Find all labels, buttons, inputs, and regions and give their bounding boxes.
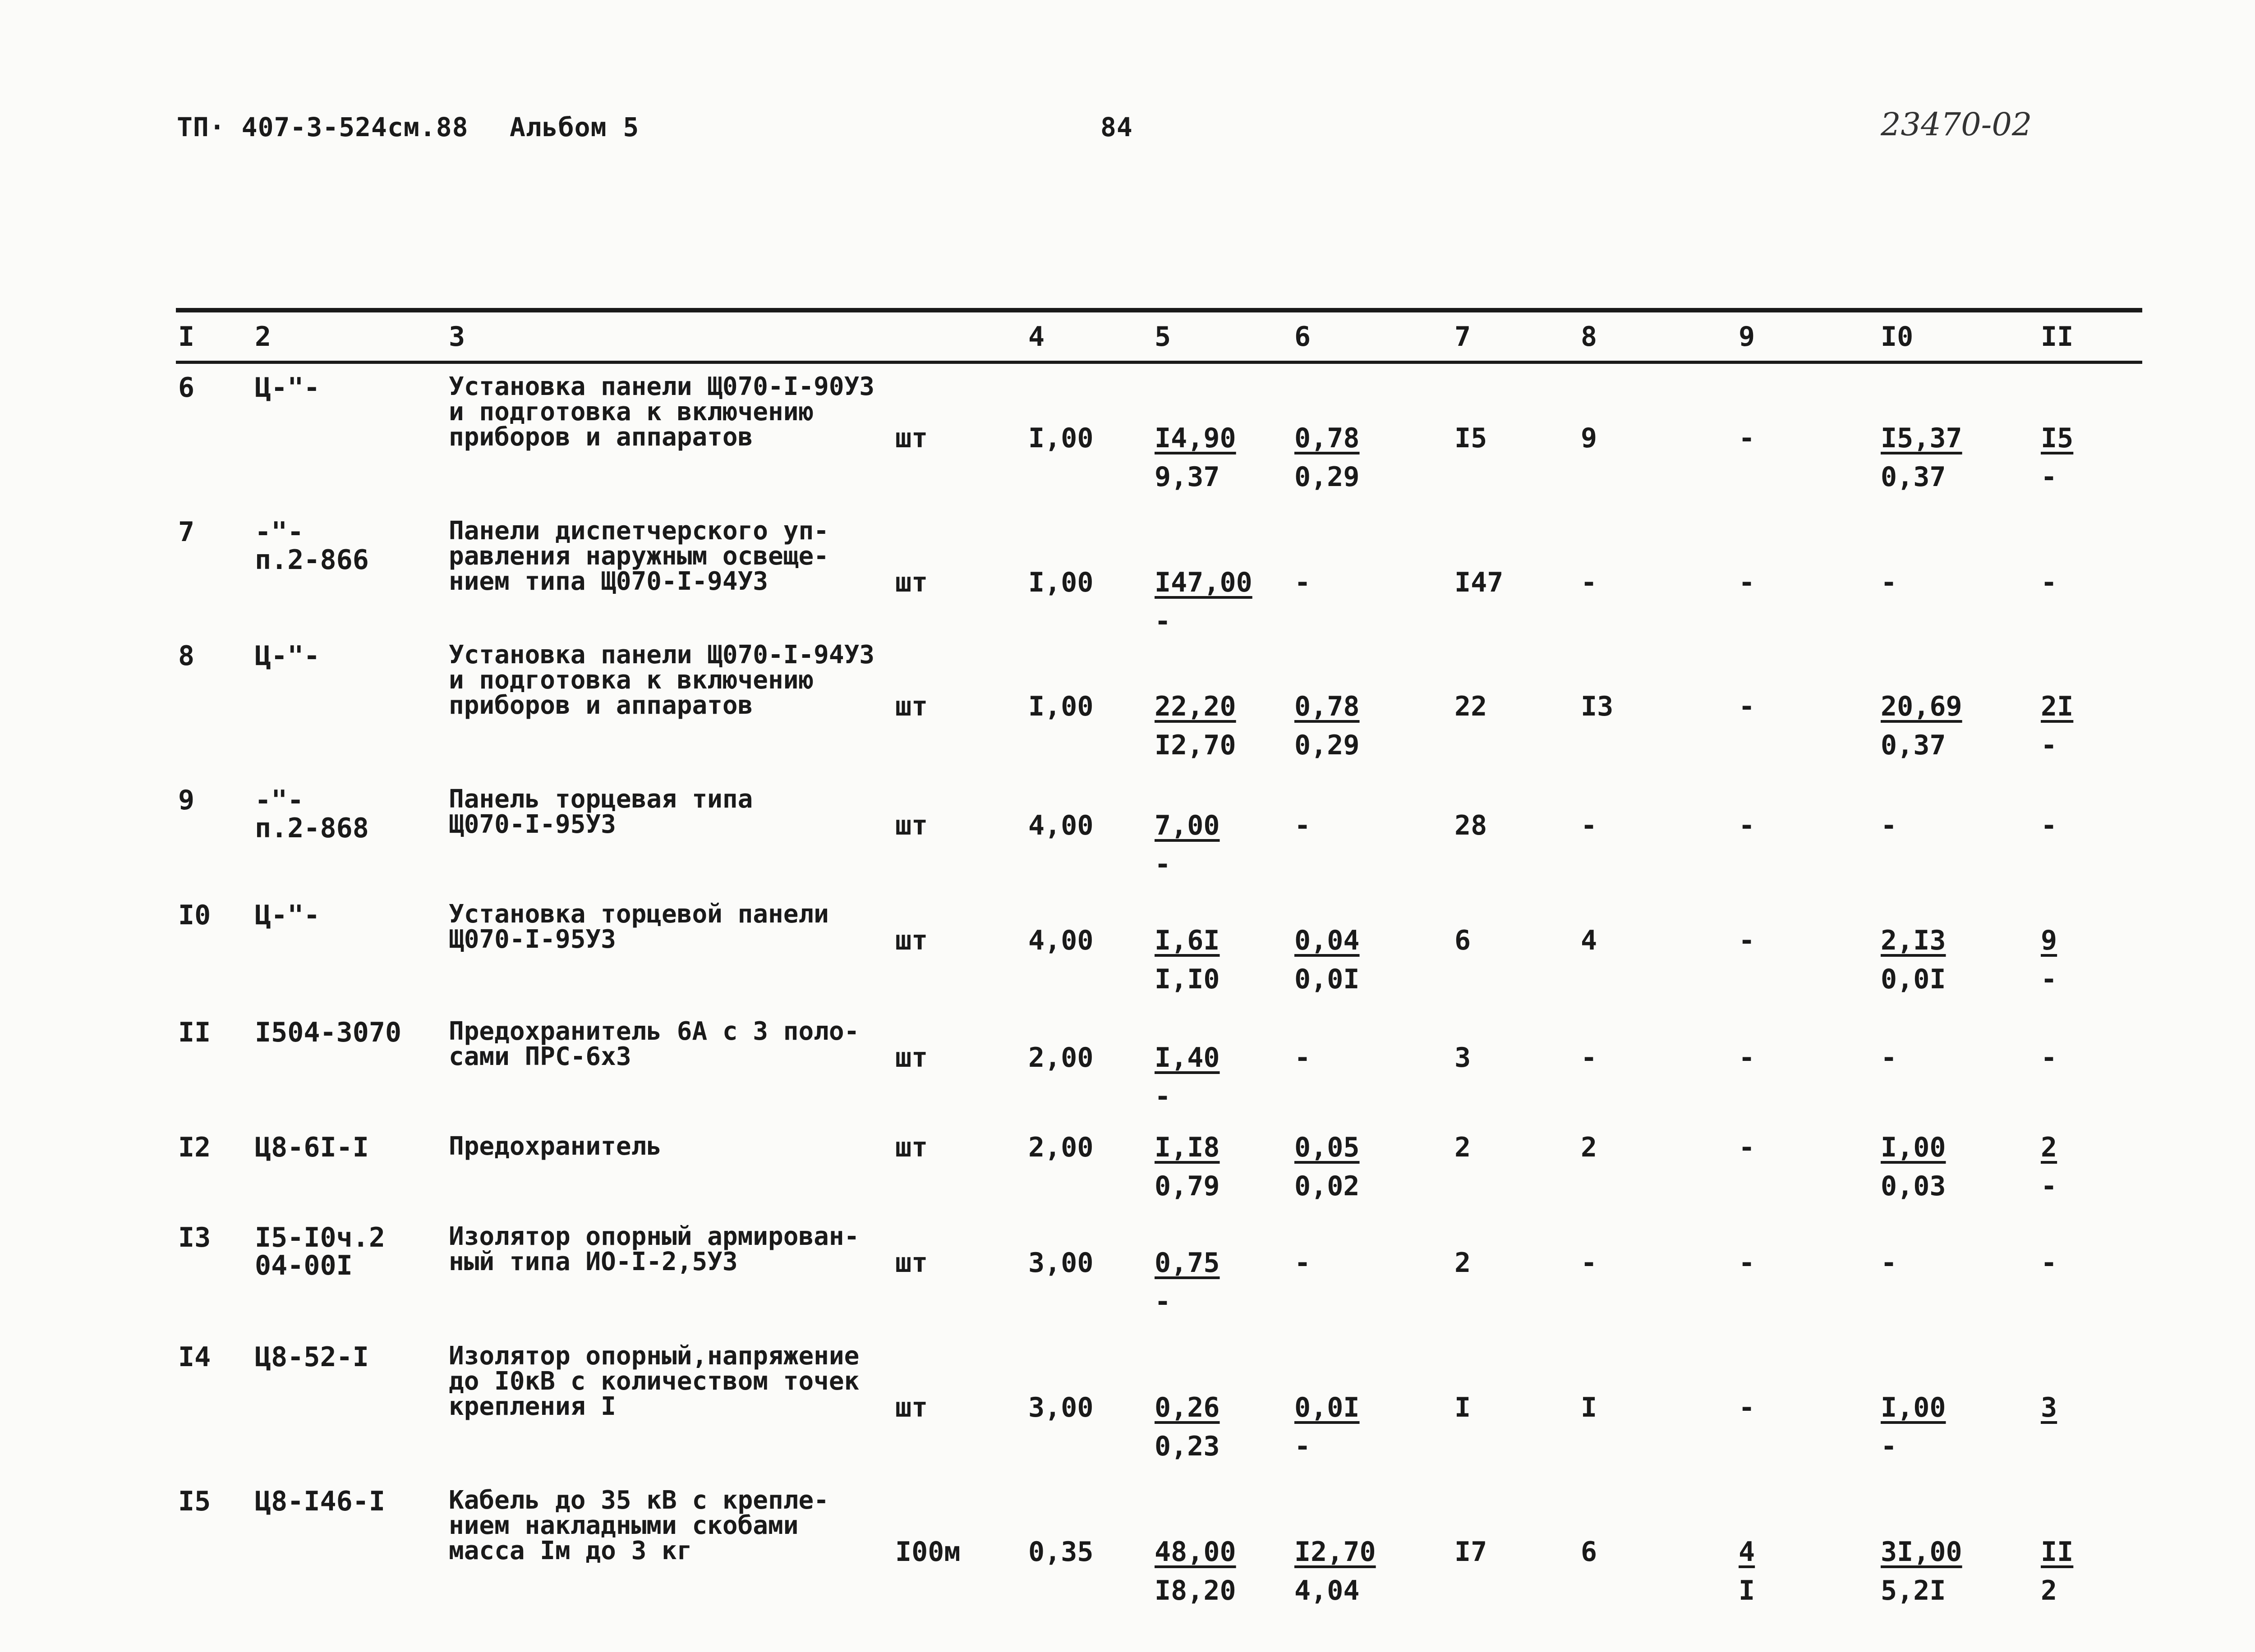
c5-value: 0,26 [1155,1392,1220,1423]
c7-value: I7 [1454,1536,1487,1568]
c6-subvalue: 0,0I [1294,964,1360,995]
price-code: 04-00I [255,1250,353,1281]
unit: шт [895,810,928,841]
price-code: Ц8-6I-I [255,1132,369,1163]
column-number: I0 [1881,321,1914,353]
quantity: I,00 [1028,422,1094,454]
c5-subvalue: 0,79 [1155,1170,1220,1202]
c6-subvalue: 4,04 [1294,1575,1360,1606]
c8-value: I3 [1581,691,1614,722]
c6-value: 0,78 [1294,422,1360,454]
price-code: Ц-"- [255,899,320,931]
row-number: I3 [178,1222,211,1253]
column-number: I [178,321,195,353]
c5-subvalue: - [1155,1081,1171,1112]
c10-value: - [1881,567,1897,598]
c6-value: 0,04 [1294,925,1360,956]
c9-value: - [1739,1247,1755,1279]
c5-value: I,6I [1155,925,1220,956]
c9-value: - [1739,422,1755,454]
c7-value: 28 [1454,810,1487,841]
c5-value: 0,75 [1155,1247,1220,1279]
c8-value: - [1581,1247,1597,1279]
c11-subvalue: - [2041,1170,2057,1202]
column-number: 2 [255,321,272,353]
c5-value: I4,90 [1155,422,1236,454]
c11-subvalue: - [2041,461,2057,493]
c11-value: 2I [2041,691,2074,722]
c11-value: I5 [2041,422,2074,454]
c10-value: 20,69 [1881,691,1962,722]
table-header-rule [176,361,2142,364]
work-description: Щ070-I-95УЗ [449,810,616,839]
c5-subvalue: 9,37 [1155,461,1220,493]
column-number: II [2041,321,2074,353]
c5-subvalue: 0,23 [1155,1431,1220,1462]
c8-value: I [1581,1392,1597,1423]
c7-value: I5 [1454,422,1487,454]
table-top-rule [176,308,2142,312]
work-description: приборов и аппаратов [449,422,753,452]
work-description: Кабель до 35 кВ с крепле- [449,1486,829,1515]
c10-value: - [1881,1042,1897,1074]
c9-value: 4 [1739,1536,1755,1568]
c7-value: 2 [1454,1247,1471,1279]
c6-value: - [1294,810,1311,841]
column-number: 5 [1155,321,1171,353]
quantity: 4,00 [1028,810,1094,841]
c11-value: 2 [2041,1132,2057,1163]
unit: I00м [895,1536,961,1568]
work-description: крепления I [449,1392,616,1421]
c10-value: 2,I3 [1881,925,1946,956]
page-number: 84 [1100,112,1133,142]
c10-subvalue: 0,37 [1881,461,1946,493]
c8-value: - [1581,567,1597,598]
c10-value: I,00 [1881,1392,1946,1423]
c5-subvalue: - [1155,1286,1171,1317]
inventory-number: 23470-02 [1881,106,2032,143]
column-number: 6 [1294,321,1311,353]
work-description: сами ПРС-6х3 [449,1042,631,1071]
c5-subvalue: I8,20 [1155,1575,1236,1606]
price-code: -"- [255,785,304,816]
c10-subvalue: 0,0I [1881,964,1946,995]
c5-value: I,40 [1155,1042,1220,1074]
row-number: I5 [178,1486,211,1517]
c8-value: 9 [1581,422,1597,454]
c9-value: - [1739,810,1755,841]
row-number: II [178,1017,211,1048]
c5-value: 48,00 [1155,1536,1236,1568]
quantity: 2,00 [1028,1132,1094,1163]
work-description: нием типа Щ070-I-94УЗ [449,567,769,596]
row-number: I4 [178,1341,211,1373]
c8-value: 6 [1581,1536,1597,1568]
c11-value: 3 [2041,1392,2057,1423]
c6-subvalue: - [1294,1431,1311,1462]
work-description: Панели диспетчерского уп- [449,516,829,546]
c10-value: I,00 [1881,1132,1946,1163]
quantity: I,00 [1028,691,1094,722]
c9-value: - [1739,691,1755,722]
column-number: 3 [449,321,465,353]
c10-subvalue: 5,2I [1881,1575,1946,1606]
work-description: и подготовка к включению [449,665,814,695]
c6-value: - [1294,1042,1311,1074]
work-description: до I0кВ с количеством точек [449,1367,860,1396]
c6-value: - [1294,1247,1311,1279]
c5-value: 22,20 [1155,691,1236,722]
c8-value: - [1581,1042,1597,1074]
c11-value: - [2041,1247,2057,1279]
work-description: Установка панели Щ070-I-94УЗ [449,640,875,670]
unit: шт [895,1042,928,1074]
work-description: масса Iм до 3 кг [449,1536,692,1565]
unit: шт [895,422,928,454]
c7-value: I [1454,1392,1471,1423]
c11-value: - [2041,810,2057,841]
c7-value: 6 [1454,925,1471,956]
work-description: Изолятор опорный,напряжение [449,1341,860,1371]
price-code: I5-I0ч.2 [255,1222,385,1253]
c10-value: I5,37 [1881,422,1962,454]
row-number: 9 [178,785,195,816]
c7-value: 2 [1454,1132,1471,1163]
unit: шт [895,1392,928,1423]
c11-subvalue: - [2041,964,2057,995]
c7-value: I47 [1454,567,1504,598]
row-number: 7 [178,516,195,548]
unit: шт [895,1132,928,1163]
c11-subvalue: - [2041,730,2057,761]
row-number: 8 [178,640,195,672]
c6-subvalue: 0,29 [1294,461,1360,493]
column-number: 4 [1028,321,1045,353]
row-number: I0 [178,899,211,931]
c8-value: 4 [1581,925,1597,956]
c10-value: - [1881,1247,1897,1279]
c10-subvalue: 0,37 [1881,730,1946,761]
column-number: 7 [1454,321,1471,353]
c5-subvalue: - [1155,849,1171,880]
c5-subvalue: I,I0 [1155,964,1220,995]
c11-value: II [2041,1536,2074,1568]
work-description: равления наружным освеще- [449,541,829,571]
c11-subvalue: 2 [2041,1575,2057,1606]
price-code: -"- [255,516,304,548]
c6-value: 0,78 [1294,691,1360,722]
c7-value: 3 [1454,1042,1471,1074]
c10-subvalue: 0,03 [1881,1170,1946,1202]
c5-value: 7,00 [1155,810,1220,841]
quantity: 0,35 [1028,1536,1094,1568]
c9-value: - [1739,1132,1755,1163]
c10-value: 3I,00 [1881,1536,1962,1568]
c9-value: - [1739,567,1755,598]
quantity: 2,00 [1028,1042,1094,1074]
c6-subvalue: 0,02 [1294,1170,1360,1202]
quantity: 4,00 [1028,925,1094,956]
unit: шт [895,925,928,956]
work-description: нием накладными скобами [449,1511,799,1540]
work-description: ный типа ИО-I-2,5УЗ [449,1247,738,1276]
quantity: 3,00 [1028,1392,1094,1423]
work-description: и подготовка к включению [449,397,814,427]
c5-subvalue: - [1155,606,1171,637]
work-description: Предохранитель [449,1132,662,1161]
c6-value: 0,05 [1294,1132,1360,1163]
c5-subvalue: I2,70 [1155,730,1236,761]
c6-value: I2,70 [1294,1536,1376,1568]
work-description: Панель торцевая типа [449,785,753,814]
work-description: приборов и аппаратов [449,691,753,720]
album-label: Альбом 5 [510,112,640,142]
unit: шт [895,567,928,598]
work-description: Предохранитель 6А с 3 поло- [449,1017,860,1046]
work-description: Щ070-I-95УЗ [449,925,616,954]
price-code: Ц-"- [255,372,320,404]
c6-value: - [1294,567,1311,598]
c6-value: 0,0I [1294,1392,1360,1423]
quantity: I,00 [1028,567,1094,598]
c6-subvalue: 0,29 [1294,730,1360,761]
c9-value: - [1739,1392,1755,1423]
c5-value: I47,00 [1155,567,1252,598]
c10-value: - [1881,810,1897,841]
c5-value: I,I8 [1155,1132,1220,1163]
document-code: ТП· 407-3-524см.88 [177,112,469,142]
row-number: 6 [178,372,195,404]
c11-value: 9 [2041,925,2057,956]
c8-value: 2 [1581,1132,1597,1163]
column-number: 9 [1739,321,1755,353]
c10-subvalue: - [1881,1431,1897,1462]
price-code: Ц-"- [255,640,320,672]
c9-subvalue: I [1739,1575,1755,1606]
price-code: Ц8-52-I [255,1341,369,1373]
work-description: Установка торцевой панели [449,899,829,929]
c8-value: - [1581,810,1597,841]
price-code: п.2-868 [255,812,369,844]
unit: шт [895,691,928,722]
c9-value: - [1739,1042,1755,1074]
price-code: I504-3070 [255,1017,402,1048]
column-number: 8 [1581,321,1597,353]
c11-value: - [2041,1042,2057,1074]
work-description: Изолятор опорный армирован- [449,1222,860,1251]
work-description: Установка панели Щ070-I-90УЗ [449,372,875,401]
c7-value: 22 [1454,691,1487,722]
price-code: п.2-866 [255,544,369,576]
price-code: Ц8-I46-I [255,1486,385,1517]
row-number: I2 [178,1132,211,1163]
c9-value: - [1739,925,1755,956]
quantity: 3,00 [1028,1247,1094,1279]
unit: шт [895,1247,928,1279]
c11-value: - [2041,567,2057,598]
